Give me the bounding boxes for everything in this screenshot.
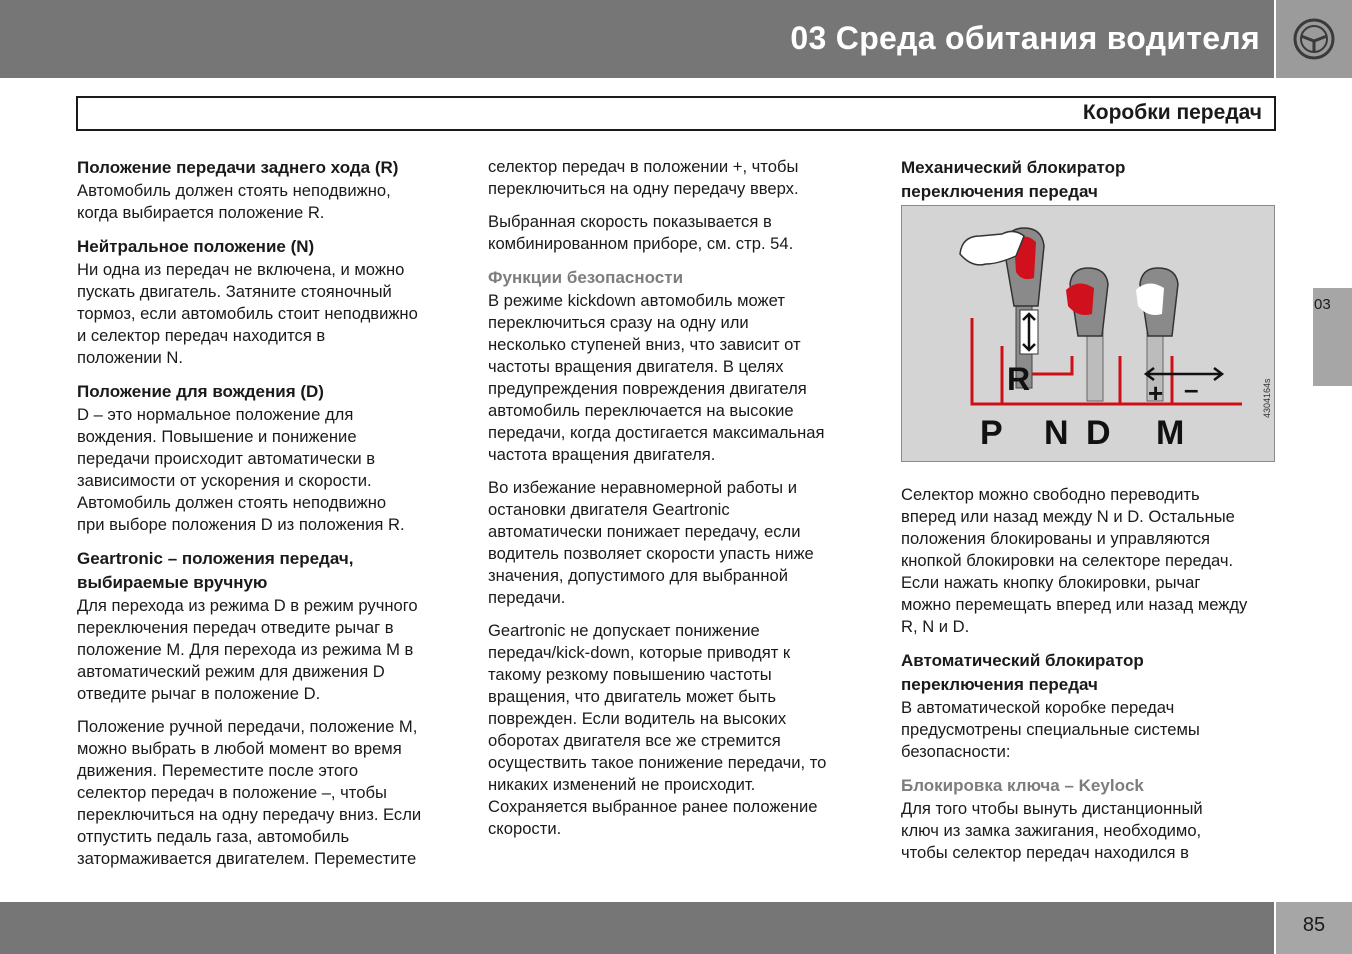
section-header-box (76, 96, 1276, 131)
gear-label-r: R (1007, 361, 1031, 397)
text-reverse: Автомобиль должен стоять неподвижно, когда выбирается положение R. (77, 181, 391, 222)
text-drive: D – это нормальное положение для вождения. Повышение и понижение передачи происходит автоматически в зависимости от ускорения и скорости. Автомобиль должен стоять неподвижно при выборе положения D из положения R. (77, 405, 405, 534)
heading-mechanical-lock: Механический блокиратор переключения передач (901, 158, 1126, 201)
column-3 (901, 156, 1281, 875)
header-bar (0, 0, 1274, 78)
gear-label-p: P (980, 414, 1003, 452)
text-geartronic-1: Для перехода из режима D в режим ручного переключения передач отведите рычаг в положение M. Для перехода из режима M в автоматический режим для движения D отведите рычаг в положение D. (77, 596, 418, 703)
gear-knob-red (1066, 268, 1108, 336)
text-no-kickdown: Geartronic не допускает понижение передач/kick-down, которые приводят к такому резкому повышению частоты вращения, что двигатель может быть поврежден. Если водитель на высоких оборотах двигателя все же стремится осуществить такое понижение передачи, то никаких изменений не происходит. Сохраняется выбранное ранее положение скорости. (488, 621, 827, 838)
heading-drive: Положение для вождения (D) (77, 382, 324, 401)
chapter-title: 03 Среда обитания водителя (790, 20, 1260, 56)
column-2 (488, 156, 868, 851)
heading-geartronic: Geartronic – положения передач, выбираемые вручную (77, 549, 354, 592)
gear-knob-white (1136, 268, 1178, 336)
heading-safety-functions: Функции безопасности (488, 268, 684, 287)
heading-reverse: Положение передачи заднего хода (R) (77, 158, 399, 177)
chapter-side-tab-label: 03 (1314, 296, 1331, 313)
steering-wheel-icon (1290, 17, 1338, 61)
text-kickdown: В режиме kickdown автомобиль может переключиться сразу на одну или несколько ступеней вниз, что зависит от частоты вращения двигателя. В целях предупреждения повреждения двигателя автомобиль переключается на высокие передачи, когда достигается максимальная частота вращения двигателя. (488, 291, 825, 464)
heading-neutral: Нейтральное положение (N) (77, 237, 315, 256)
chapter-side-tab (1313, 288, 1352, 386)
text-neutral: Ни одна из передач не включена, и можно пускать двигатель. Затяните стояночный тормоз, если автомобиль стоит неподвижно и селектор передач находится в положении N. (77, 260, 418, 367)
gear-label-n: N (1044, 414, 1069, 452)
gear-label-d: D (1086, 414, 1111, 452)
page-number-box (1276, 902, 1352, 954)
column-1 (77, 156, 457, 881)
chapter-icon-box (1276, 0, 1352, 78)
text-continued: селектор передач в положении +, чтобы переключиться на одну передачу вверх. (488, 157, 799, 198)
heading-keylock: Блокировка ключа – Keylock (901, 776, 1144, 795)
gear-selector-figure (901, 205, 1275, 462)
text-automatic-lock: В автоматической коробке передач предусмотрены специальные системы безопасности: (901, 698, 1200, 761)
text-geartronic-2: Положение ручной передачи, положение M, можно выбрать в любой момент во время движения. Переместите после этого селектор передач в положение –, чтобы переключиться на одну передачу вниз. Если отпустить педаль газа, автомобиль затормаживается двигателем. Переместите (77, 717, 422, 868)
text-downshift: Во избежание неравномерной работы и остановки двигателя Geartronic автоматически понижает передачу, если водитель позволяет скорости упасть ниже значения, допустимого для выбранной передачи. (488, 478, 814, 607)
gear-label-minus: – (1184, 374, 1199, 404)
text-speed-display: Выбранная скорость показывается в комбинированном приборе, см. стр. 54. (488, 212, 794, 253)
heading-automatic-lock: Автоматический блокиратор переключения передач (901, 651, 1144, 694)
text-keylock: Для того чтобы вынуть дистанционный ключ из замка зажигания, необходимо, чтобы селектор передач находился в (901, 799, 1203, 862)
figure-code: 4304164s (1262, 378, 1272, 418)
footer-bar (0, 902, 1274, 954)
page-number: 85 (1302, 914, 1326, 936)
gear-label-m: M (1156, 414, 1185, 452)
gear-label-plus: + (1148, 378, 1164, 408)
text-mechanical-lock: Селектор можно свободно переводить вперед или назад между N и D. Остальные положения блокированы и управляются кнопкой блокировки на селекторе передач. Если нажать кнопку блокировки, рычаг можно перемещать вперед или назад между R, N и D. (901, 485, 1248, 636)
section-title: Коробки передач (1082, 101, 1262, 124)
gear-selector-illustration (902, 206, 1274, 461)
